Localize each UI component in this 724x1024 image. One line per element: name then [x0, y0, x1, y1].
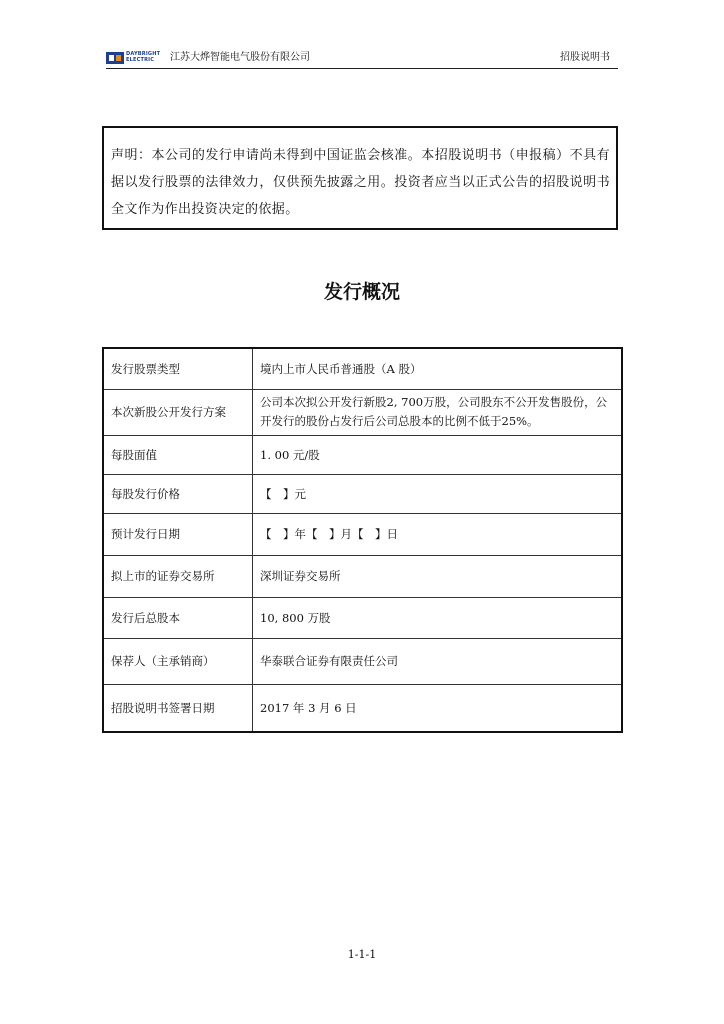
- row-value: 公司本次拟公开发行新股2, 700万股，公司股东不公开发售股份，公开发行的股份占发行后公司总股本的比例不低于25%。: [253, 389, 623, 435]
- row-key: 拟上市的证券交易所: [103, 555, 253, 597]
- logo-line2: ELECTRIC: [126, 57, 155, 63]
- row-value: 1. 00 元/股: [253, 435, 623, 474]
- table-row: [103, 348, 622, 389]
- row-value: 10, 800 万股: [253, 597, 623, 638]
- page-number: 1-1-1: [347, 948, 377, 961]
- disclaimer-box: 声明：本公司的发行申请尚未得到中国证监会核准。本招股说明书（申报稿）不具有据以发行股票的法律效力，仅供预先披露之用。投资者应当以正式公告的招股说明书全文作为作出投资决定的依据。: [102, 126, 618, 230]
- table-row: [103, 638, 622, 684]
- section-title: 发行概况: [323, 281, 400, 303]
- logo-mark-icon: [106, 52, 124, 64]
- company-name: 江苏大烨智能电气股份有限公司: [170, 52, 310, 63]
- logo-line1: DAYBRIGHT: [126, 51, 161, 57]
- table-row: [103, 474, 622, 513]
- offering-overview-table: [102, 347, 623, 733]
- company-logo: [106, 51, 170, 65]
- table-row: [103, 555, 622, 597]
- document-type: 招股说明书: [560, 52, 610, 63]
- row-key: 预计发行日期: [103, 513, 253, 555]
- row-key: 本次新股公开发行方案: [103, 389, 253, 435]
- row-key: 保荐人（主承销商）: [103, 638, 253, 684]
- page-header: [106, 50, 618, 69]
- row-key: 每股发行价格: [103, 474, 253, 513]
- row-key: 招股说明书签署日期: [103, 684, 253, 732]
- table-row: [103, 513, 622, 555]
- row-value: 【 】年【 】月【 】日: [253, 513, 623, 555]
- row-value: 【 】元: [253, 474, 623, 513]
- row-key: 发行股票类型: [103, 348, 253, 389]
- row-value: 2017 年 3 月 6 日: [253, 684, 623, 732]
- row-value: 华泰联合证券有限责任公司: [253, 638, 623, 684]
- row-key: 发行后总股本: [103, 597, 253, 638]
- row-value: 深圳证券交易所: [253, 555, 623, 597]
- logo-wordmark: [126, 51, 160, 63]
- table-row: [103, 435, 622, 474]
- table-row: [103, 389, 622, 435]
- table-row: [103, 684, 622, 732]
- row-key: 每股面值: [103, 435, 253, 474]
- table-row: [103, 597, 622, 638]
- row-value: 境内上市人民币普通股（A 股）: [253, 348, 623, 389]
